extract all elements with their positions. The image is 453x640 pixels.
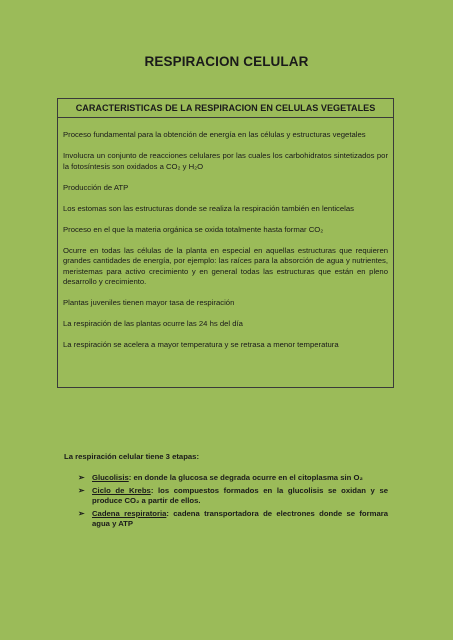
characteristic-paragraph: Involucra un conjunto de reacciones celulares por las cuales los carbohidratos sintetizados por la fotosíntesis son oxidados a CO₂ y H₂O — [63, 151, 388, 171]
characteristic-paragraph: Proceso fundamental para la obtención de energía en las células y estructuras vegetales — [63, 130, 366, 139]
characteristic-paragraph: La respiración se acelera a mayor temperatura y se retrasa a menor temperatura — [63, 340, 339, 349]
characteristics-body — [58, 118, 393, 351]
arrow-bullet-icon: ➢ — [78, 473, 85, 482]
stage-term: Glucolisis — [92, 473, 129, 482]
characteristic-paragraph: Proceso en el que la materia orgánica se oxida totalmente hasta formar CO₂ — [63, 224, 324, 234]
stage-item-cadena — [78, 509, 388, 530]
stage-text: : los compuestos formados en la glucolisis se oxidan y se produce CO₂ a partir de ellos. — [92, 485, 389, 505]
stage-term: Cadena respiratoria — [92, 508, 167, 518]
page-title: RESPIRACION CELULAR — [144, 54, 309, 69]
stages-list — [78, 473, 388, 532]
arrow-bullet-icon: ➢ — [78, 508, 85, 518]
characteristic-paragraph: Ocurre en todas las células de la planta en especial en aquellas estructuras que requieren grandes cantidades de energía, por ejemplo: las raíces para la absorción de agua y nutrientes, meristemas para activo crecimiento y en general todas las estructuras que están en pleno desarrollo y crecimiento. — [63, 245, 388, 286]
stage-term: Ciclo de Krebs — [92, 485, 151, 495]
stage-text: : cadena transportadora de electrones donde se formara agua y ATP — [92, 508, 388, 528]
characteristic-paragraph: Los estomas son las estructuras donde se realiza la respiración también en lenticelas — [63, 203, 354, 213]
stage-item-krebs — [78, 486, 388, 507]
characteristic-paragraph: La respiración de las plantas ocurre las 24 hs del día — [63, 319, 243, 328]
characteristics-box — [57, 98, 394, 388]
stage-text: : en donde la glucosa se degrada ocurre en el citoplasma sin O₂ — [128, 473, 363, 482]
stages-title: La respiración celular tiene 3 etapas: — [64, 452, 200, 461]
characteristics-heading: CARACTERISTICAS DE LA RESPIRACION EN CELULAS VEGETALES — [58, 99, 393, 118]
stage-item-glucolisis — [78, 473, 388, 484]
arrow-bullet-icon: ➢ — [78, 485, 85, 495]
characteristic-paragraph: Producción de ATP — [63, 182, 129, 192]
characteristic-paragraph: Plantas juveniles tienen mayor tasa de respiración — [63, 298, 235, 307]
